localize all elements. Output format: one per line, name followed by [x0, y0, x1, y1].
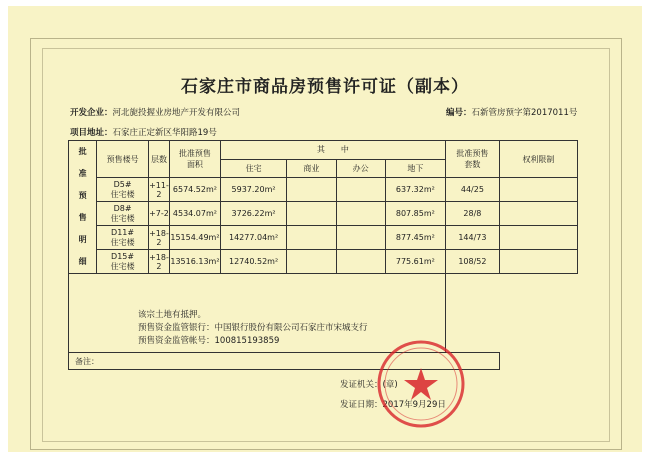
- remarks-label: 备注：: [75, 356, 99, 366]
- table-row: [69, 226, 578, 250]
- note-bank-value: 中国银行股份有限公司石家庄市宋城支行: [214, 323, 368, 333]
- cell-floors: +18-2: [148, 250, 169, 274]
- project-line: [70, 126, 217, 138]
- project-value: 石家庄正定新区华阳路19号: [112, 128, 217, 138]
- cell-floors: +11-2: [148, 178, 169, 202]
- header-commercial: 商业: [287, 159, 336, 178]
- cell-floors: +18-2: [148, 226, 169, 250]
- cell-area: 6574.52m²: [169, 178, 220, 202]
- header-floors: 层数: [148, 141, 169, 178]
- cell-office: [336, 178, 385, 202]
- cell-building: [97, 178, 149, 202]
- cell-commercial: [287, 178, 336, 202]
- issue-date-label: 发证日期：: [340, 400, 383, 410]
- cell-office: [336, 226, 385, 250]
- number-line: [446, 106, 577, 118]
- cell-building: [97, 226, 149, 250]
- header-area-2: 面积: [186, 160, 203, 170]
- project-label: 项目地址：: [70, 128, 113, 138]
- side-char: 准: [78, 169, 87, 178]
- cell-office: [336, 250, 385, 274]
- header-residential: 住宅: [220, 159, 286, 178]
- number-value: 石新管房预字第2017011号: [471, 108, 578, 118]
- table-row: [69, 250, 578, 274]
- note-account-value: 100815193859: [214, 336, 280, 346]
- cell-commercial: [287, 226, 336, 250]
- header-office: 办公: [336, 159, 385, 178]
- cell-sets: 44/25: [445, 178, 499, 202]
- note-account: [138, 334, 279, 346]
- side-label-cell: [69, 141, 97, 274]
- cell-residential: 3726.22m²: [220, 202, 286, 226]
- official-seal-icon: [375, 338, 467, 430]
- issuer-value: (章): [382, 380, 398, 390]
- number-label: 编号：: [446, 108, 472, 118]
- header-sets-2: 套数: [464, 160, 481, 170]
- remarks-row: [69, 353, 578, 370]
- cell-area: 13516.13m²: [169, 250, 220, 274]
- note-mortgage: 该宗土地有抵押。: [138, 310, 207, 320]
- note-account-label: 预售资金监管帐号：: [138, 336, 215, 346]
- cell-rights: [499, 226, 577, 250]
- building-type: 住宅楼: [110, 261, 135, 271]
- table-row: [69, 202, 578, 226]
- header-among: 其 中: [220, 141, 445, 160]
- cell-sets: 28/8: [445, 202, 499, 226]
- cell-area: 15154.49m²: [169, 226, 220, 250]
- side-char: 明: [78, 235, 87, 244]
- issuer-label: 发证机关：: [340, 380, 383, 390]
- header-area: [169, 141, 220, 178]
- cell-commercial: [287, 250, 336, 274]
- building-type: 住宅楼: [110, 189, 135, 199]
- table-row: [69, 178, 578, 202]
- cell-area: 4534.07m²: [169, 202, 220, 226]
- developer-label: 开发企业：: [70, 108, 113, 118]
- header-underground: 地下: [385, 159, 445, 178]
- building-no: D11#: [111, 227, 135, 237]
- cell-residential: 12740.52m²: [220, 250, 286, 274]
- cell-commercial: [287, 202, 336, 226]
- building-no: D15#: [111, 251, 135, 261]
- header-building: 预售楼号: [97, 141, 149, 178]
- developer-value: 河北旎投握业房地产开发有限公司: [112, 108, 241, 118]
- cell-residential: 5937.20m²: [220, 178, 286, 202]
- side-char: 批: [78, 147, 87, 156]
- cell-sets: 144/73: [445, 226, 499, 250]
- header-sets: [445, 141, 499, 178]
- cell-building: [97, 202, 149, 226]
- document-title: 石家庄市商品房预售许可证（副本）: [181, 77, 469, 97]
- cell-underground: 637.32m²: [385, 178, 445, 202]
- cell-underground: 807.85m²: [385, 202, 445, 226]
- header-rights: 权利限制: [499, 141, 577, 178]
- cell-sets: 108/52: [445, 250, 499, 274]
- building-type: 住宅楼: [110, 237, 135, 247]
- note-bank: [138, 321, 368, 333]
- cell-building: [97, 250, 149, 274]
- cell-residential: 14277.04m²: [220, 226, 286, 250]
- cell-office: [336, 202, 385, 226]
- header-row-1: [69, 141, 578, 160]
- issue-date-value: 2017年9月29日: [382, 400, 446, 410]
- building-no: D5#: [113, 179, 132, 189]
- cell-rights: [499, 250, 577, 274]
- header-area-1: 批准预售: [178, 149, 211, 159]
- cell-underground: 877.45m²: [385, 226, 445, 250]
- cell-floors: +7-2: [148, 202, 169, 226]
- cell-underground: 775.61m²: [385, 250, 445, 274]
- building-type: 住宅楼: [110, 213, 135, 223]
- note-bank-label: 预售资金监管银行：: [138, 323, 215, 333]
- cell-rights: [499, 178, 577, 202]
- developer-line: [70, 106, 240, 118]
- side-char: 细: [78, 257, 87, 266]
- cell-rights: [499, 202, 577, 226]
- side-char: 预: [78, 191, 87, 200]
- building-no: D8#: [113, 203, 132, 213]
- header-sets-1: 批准预售: [456, 149, 489, 159]
- side-char: 售: [78, 213, 87, 222]
